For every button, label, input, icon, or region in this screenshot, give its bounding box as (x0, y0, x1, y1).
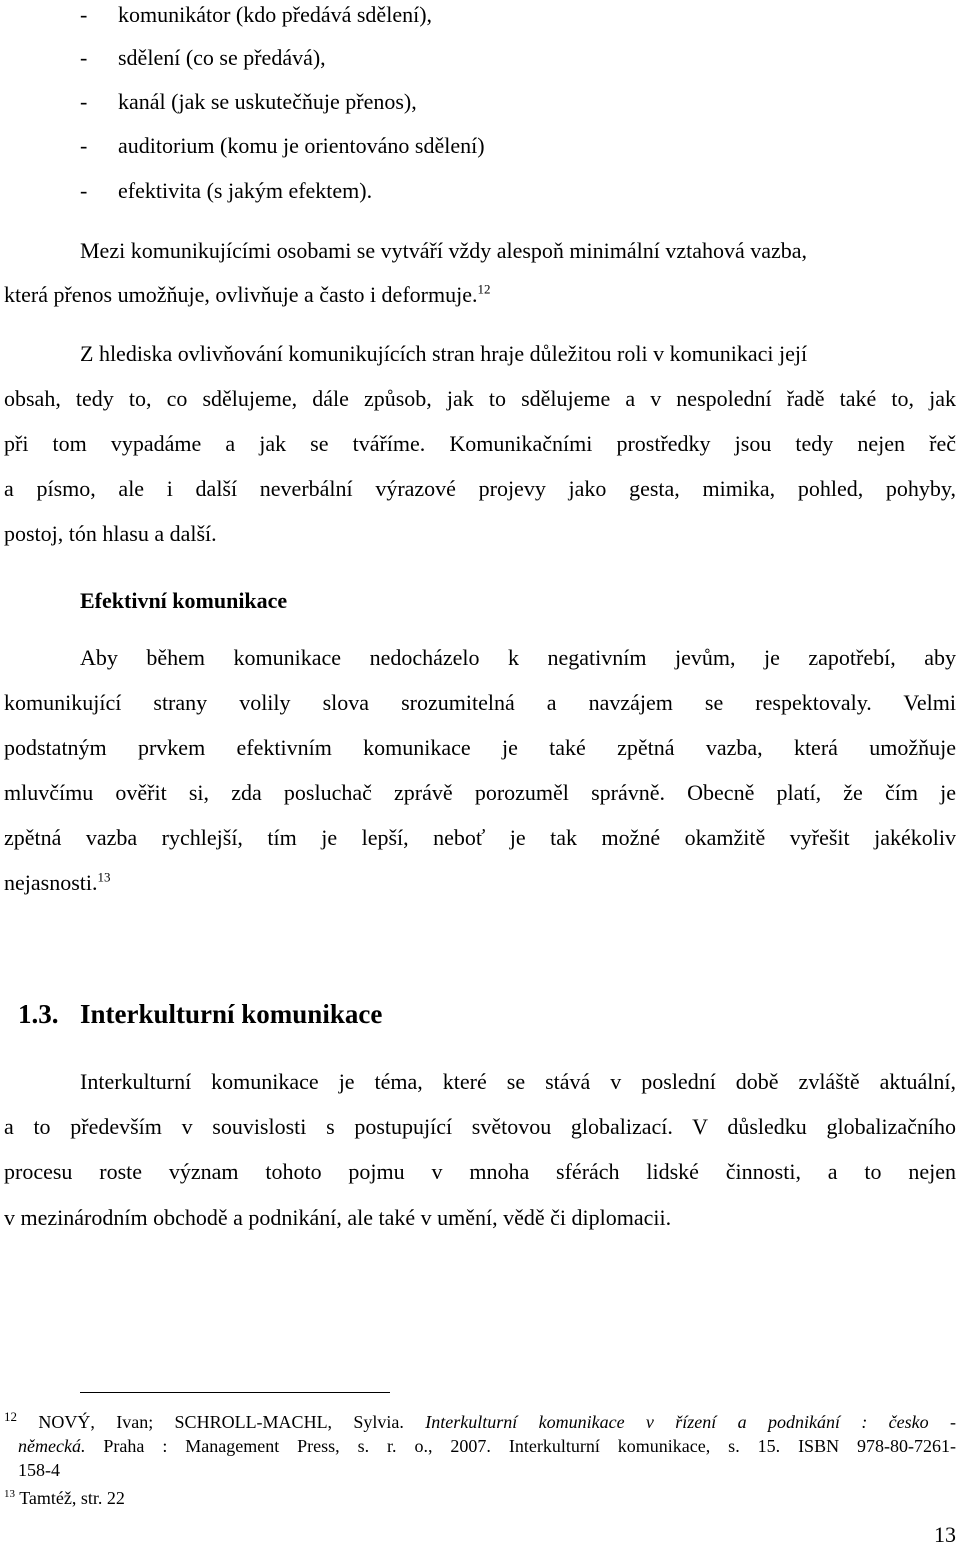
paragraph-line: zpětná vazba rychlejší, tím je lepší, neboť je tak možné okamžitě vyřešit jakékoliv (4, 825, 956, 850)
paragraph-line: v mezinárodním obchodě a podnikání, ale také v umění, vědě či diplomacii. (4, 1205, 672, 1230)
paragraph-line-text: která přenos umožňuje, ovlivňuje a často i deformuje. (4, 282, 478, 307)
list-item: kanál (jak se uskutečňuje přenos), (118, 89, 417, 114)
list-item: komunikátor (kdo předává sdělení), (118, 2, 433, 27)
list-item: efektivita (s jakým efektem). (118, 178, 373, 203)
footnote-publisher: Praha : Management Press, s. r. o., 2007. Interkulturní komunikace, s. 15. ISBN 978-80-7261- (103, 1436, 956, 1456)
list-item: sdělení (co se předává), (118, 45, 326, 70)
footnote-ref: 12 (477, 281, 491, 297)
paragraph-line: Interkulturní komunikace je téma, které se stává v poslední době zvláště aktuální, (80, 1069, 956, 1094)
paragraph-line: Mezi komunikujícími osobami se vytváří vždy alespoň minimální vztahová vazba, (80, 238, 808, 263)
section-number: 1.3. (18, 999, 59, 1029)
paragraph-line: a to především v souvislosti s postupující světovou globalizací. V důsledku globalizačního (4, 1114, 956, 1139)
footnote-separator (80, 1392, 390, 1393)
paragraph-line: podstatným prvkem efektivním komunikace je také zpětná vazba, která umožňuje (4, 735, 956, 760)
page-number: 13 (934, 1522, 956, 1547)
footnote-12-line (18, 1434, 956, 1458)
footnote-author: NOVÝ, Ivan; SCHROLL-MACHL, Sylvia. (38, 1412, 404, 1432)
footnote-13 (4, 1486, 125, 1510)
footnote-ref: 13 (97, 869, 111, 885)
footnote-number: 13 (4, 1488, 15, 1500)
paragraph-line (4, 280, 490, 310)
paragraph-line: obsah, tedy to, co sdělujeme, dále způsob, jak to sdělujeme a v nespolední řadě také to, jak (4, 386, 956, 411)
paragraph-line: postoj, tón hlasu a další. (4, 521, 217, 546)
paragraph-line: komunikující strany volily slova srozumitelná a navzájem se respektovaly. Velmi (4, 690, 956, 715)
paragraph-line (4, 868, 111, 898)
paragraph-line: Z hlediska ovlivňování komunikujících stran hraje důležitou roli v komunikaci její (80, 341, 808, 366)
section-title: Interkulturní komunikace (80, 999, 383, 1029)
footnote-number: 12 (4, 1409, 17, 1424)
list-dash: - (80, 89, 88, 114)
list-dash: - (80, 133, 88, 158)
footnote-text: Tamtéž, str. 22 (19, 1488, 125, 1508)
list-dash: - (80, 45, 88, 70)
subheading: Efektivní komunikace (80, 588, 288, 613)
paragraph-line: a písmo, ale i další neverbální výrazové projevy jako gesta, mimika, pohled, pohyby, (4, 476, 956, 501)
footnote-12-line: 158-4 (18, 1460, 60, 1480)
paragraph-line: procesu roste význam tohoto pojmu v mnoha sférách lidské činnosti, a to nejen (4, 1159, 956, 1184)
list-item: auditorium (komu je orientováno sdělení) (118, 133, 485, 158)
footnote-title: Interkulturní komunikace v řízení a podnikání : česko - (425, 1412, 957, 1432)
paragraph-line: při tom vypadáme a jak se tváříme. Komunikačními prostředky jsou tedy nejen řeč (4, 431, 956, 456)
list-dash: - (80, 178, 88, 203)
footnote-title-end: německá. (18, 1436, 86, 1456)
footnote-12-line (4, 1410, 956, 1434)
paragraph-line: mluvčímu ověřit si, zda posluchač zprávě porozuměl správně. Obecně platí, že čím je (4, 780, 956, 805)
list-dash: - (80, 2, 88, 27)
paragraph-line-text: nejasnosti. (4, 870, 98, 895)
paragraph-line: Aby během komunikace nedocházelo k negativním jevům, je zapotřebí, aby (80, 645, 956, 670)
